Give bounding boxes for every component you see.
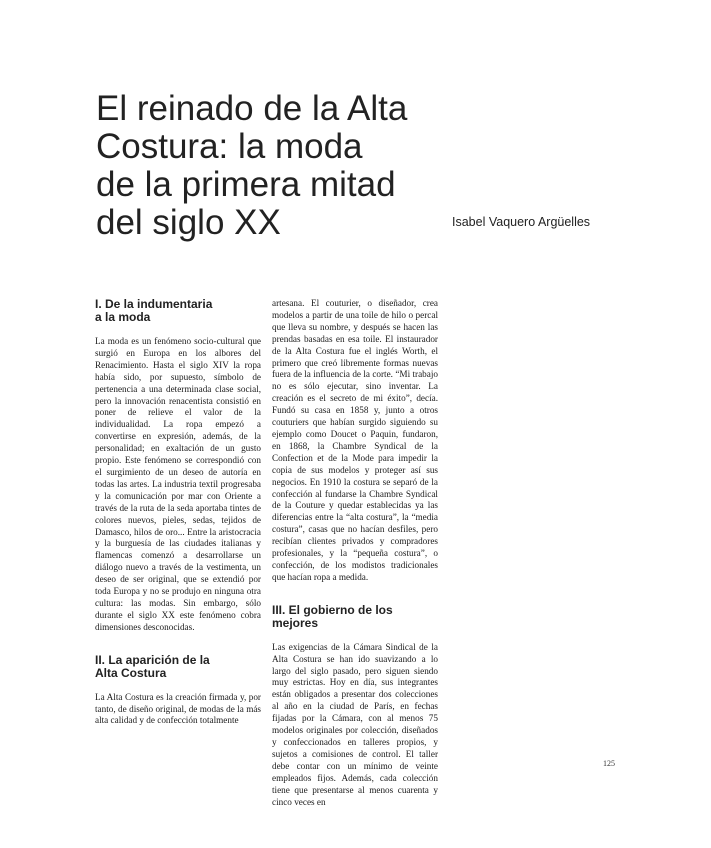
title-line: El reinado de la Alta: [96, 89, 408, 128]
section-heading-line: III. El gobierno de los mejores: [272, 602, 393, 630]
section-body: Las exigencias de la Cámara Sindical de la Alta Costura se han ido suavizando a lo largo del siglo pasado, pero siguen siendo muy estrictas. Hoy en día, sus integrantes están obligados a presentar dos colecciones al año en la ciudad de París, en fechas fijadas por la Cámara, con al menos 75 modelos originales por colección, diseñados y confeccionados en talleres propios, y sujetos a comisiones de control. El taller debe contar con un mínimo de veinte empleados fijos. Además, cada colección tiene que presentarse al menos cuarenta y cinco veces en: [272, 641, 438, 807]
section-heading: [95, 298, 261, 324]
section-heading-line: I. De la indumentaria: [95, 297, 213, 311]
title-line: del siglo XX: [96, 203, 281, 242]
section-body-continued: artesana. El couturier, o diseñador, crea modelos a partir de una toile de hilo o percal que lleva su nombre, y después se hacen las prendas basadas en esa toile. El instaurador de la Alta Costura fue el inglés Worth, el primero que creó libremente formas nuevas fuera de la influencia de la corte. “Mi trabajo no es sólo ejecutar, sino inventar. La creación es el secreto de mi éxito”, decía. Fundó su casa en 1858 y, junto a otros couturiers que habían surgido siguiendo su ejemplo como Doucet o Paquin, fundaron, en 1868, la Chambre Syndical de la Confection et de la Mode para impedir la copia de sus modelos y proteger así sus negocios. En 1910 la costura se separó de la confección al fundarse la Chambre Syndical de la Couture y quedar establecidas ya las diferencias entre la “alta costura”, la “media costura”, casas que no hacían desfiles, pero recibían clientes privados y compradores profesionales, y la “pequeña costura”, o confección, de los modistos tradicionales que hacían ropa a medida.: [272, 298, 438, 582]
page-number: 125: [603, 759, 615, 768]
section-body: La moda es un fenómeno socio-cultural que surgió en Europa en los albores del Renacimiento. Hasta el siglo XIV la ropa había sido, por supuesto, símbolo de pertenencia a una determinada clase social, pero la innovación renacentista consistió en poner de relieve el valor de la individualidad. La ropa empezó a convertirse en expresión, además, de la personalidad; en exaltación de un gusto propio. Este fenómeno se correspondió con el surgimiento de un deseo de autoría en todas las artes. La industria textil progresaba y la comunicación por mar con Oriente a través de la ruta de la seda aportaba tintes de colores nuevos, pieles, sedas, tejidos de Damasco, hilos de oro... Entre la aristocracia y la burguesía de las ciudades italianas y flamencas comenzó a desarrollarse un diálogo nuevo a través de la vestimenta, un deseo de ser original, que se extendió por toda Europa y no se produjo en ninguna otra cultura: las modas. Sin embargo, sólo durante el siglo XX este fenómeno cobra dimensiones desconocidas.: [95, 336, 261, 632]
title-line: de la primera mitad: [96, 165, 396, 204]
section-heading: [272, 604, 438, 630]
author-name: Isabel Vaquero Argüelles: [452, 215, 591, 229]
section-heading-line: Alta Costura: [95, 665, 167, 680]
article-title: [96, 90, 436, 242]
column-left: [95, 298, 261, 727]
column-middle: [272, 298, 438, 808]
section-heading-line: II. La aparición de la: [95, 652, 210, 667]
section-heading-line: a la moda: [95, 310, 151, 324]
section-body: La Alta Costura es la creación firmada y, por tanto, de diseño original, de modas de la más alta calidad y de confección totalmente: [95, 691, 261, 726]
section-heading: [95, 654, 261, 680]
title-line: Costura: la moda: [96, 127, 363, 166]
